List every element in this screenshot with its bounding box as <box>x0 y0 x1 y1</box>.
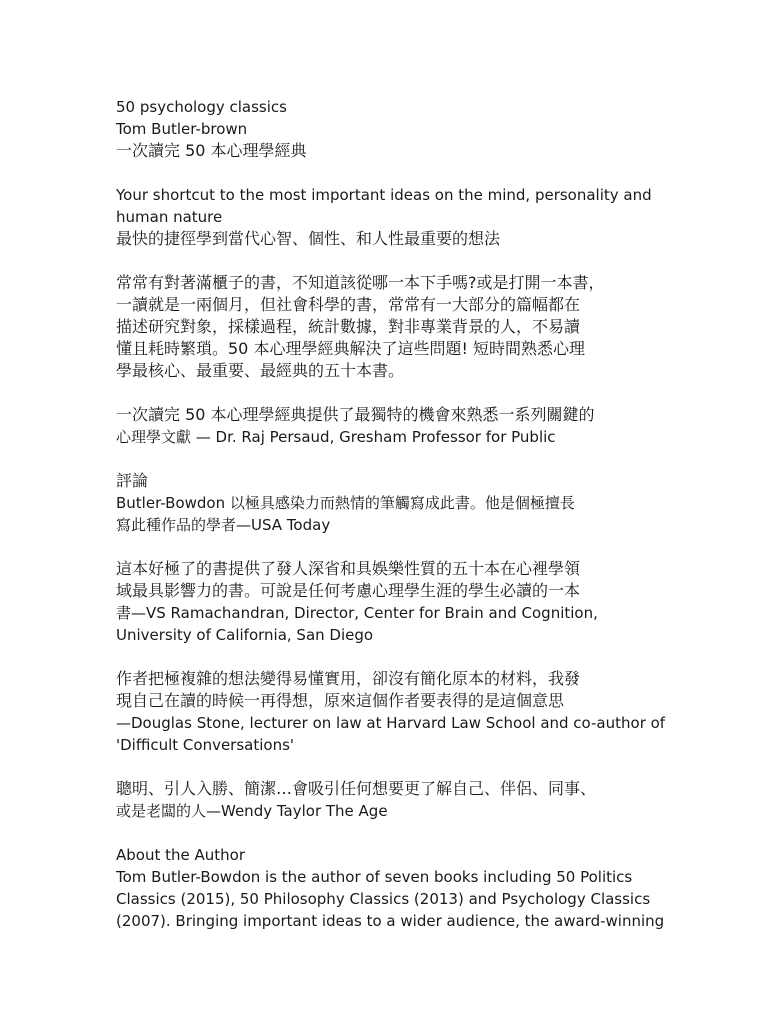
quote-line: 心理學文獻 — Dr. Raj Persaud, Gresham Professor for Public <box>116 428 556 446</box>
review-line: 寫此種作品的學者—USA Today <box>116 516 331 534</box>
intro-line: 常常有對著滿櫃子的書，不知道該從哪一本下手嗎?或是打開一本書， <box>116 273 605 292</box>
book-title-english: 50 psychology classics <box>116 98 287 116</box>
intro-line: 描述研究對象，採樣過程，統計數據，對非專業背景的人，不易讀 <box>116 317 581 336</box>
quote-stone <box>116 668 676 756</box>
intro-line: 懂且耗時繁瑣。50 本心理學經典解決了這些問題! 短時間熟悉心理 <box>116 339 585 358</box>
about-line: Classics (2015), 50 Philosophy Classics (2013) and Psychology Classics <box>116 890 651 908</box>
quote-persaud <box>116 404 676 448</box>
intro-line: 學最核心、最重要、最經典的五十本書。 <box>116 361 405 380</box>
tagline-chinese: 最快的捷徑學到當代心智、個性、和人性最重要的想法 <box>116 229 501 248</box>
about-author-block <box>116 844 676 932</box>
tagline-block <box>116 184 676 250</box>
quote-line: 這本好極了的書提供了發人深省和具娛樂性質的五十本在心裡學領 <box>116 559 581 578</box>
quote-ramachandran <box>116 558 676 646</box>
intro-paragraph <box>116 272 676 382</box>
tagline-english-line: Your shortcut to the most important ideas on the mind, personality and <box>116 186 652 204</box>
quote-line: 書—VS Ramachandran, Director, Center for Brain and Cognition, <box>116 604 598 622</box>
about-line: Tom Butler-Bowdon is the author of seven books including 50 Politics <box>116 868 633 886</box>
book-title-chinese: 一次讀完 50 本心理學經典 <box>116 141 307 160</box>
reviews-block <box>116 470 676 536</box>
review-line: Butler-Bowdon 以極具感染力而熱情的筆觸寫成此書。他是個極擅長 <box>116 494 575 512</box>
reviews-heading: 評論 <box>116 471 149 490</box>
quote-line: 聰明、引人入勝、簡潔…會吸引任何想要更了解自己、伴侶、同事、 <box>116 779 597 798</box>
author-name: Tom Butler-brown <box>116 120 248 138</box>
quote-line: University of California, San Diego <box>116 626 374 644</box>
quote-line: 作者把極複雜的想法變得易懂實用，卻沒有簡化原本的材料，我發 <box>116 669 581 688</box>
quote-line: 現自己在讀的時候一再得想，原來這個作者要表得的是這個意思 <box>116 691 565 710</box>
quote-line: —Douglas Stone, lecturer on law at Harvard Law School and co-author of <box>116 714 666 732</box>
quote-line: 域最具影響力的書。可說是任何考慮心理學生涯的學生必讀的一本 <box>116 581 581 600</box>
about-line: (2007). Bringing important ideas to a wider audience, the award-winning <box>116 912 665 930</box>
tagline-english-line: human nature <box>116 208 223 226</box>
intro-line: 一讀就是一兩個月，但社會科學的書，常常有一大部分的篇幅都在 <box>116 295 581 314</box>
quote-line: 一次讀完 50 本心理學經典提供了最獨特的機會來熟悉一系列關鍵的 <box>116 405 595 424</box>
quote-age <box>116 778 676 822</box>
about-heading: About the Author <box>116 846 246 864</box>
document-page <box>116 96 676 954</box>
quote-line: 'Difficult Conversations' <box>116 736 295 754</box>
header-block <box>116 96 676 162</box>
quote-line: 或是老闆的人—Wendy Taylor The Age <box>116 802 388 820</box>
